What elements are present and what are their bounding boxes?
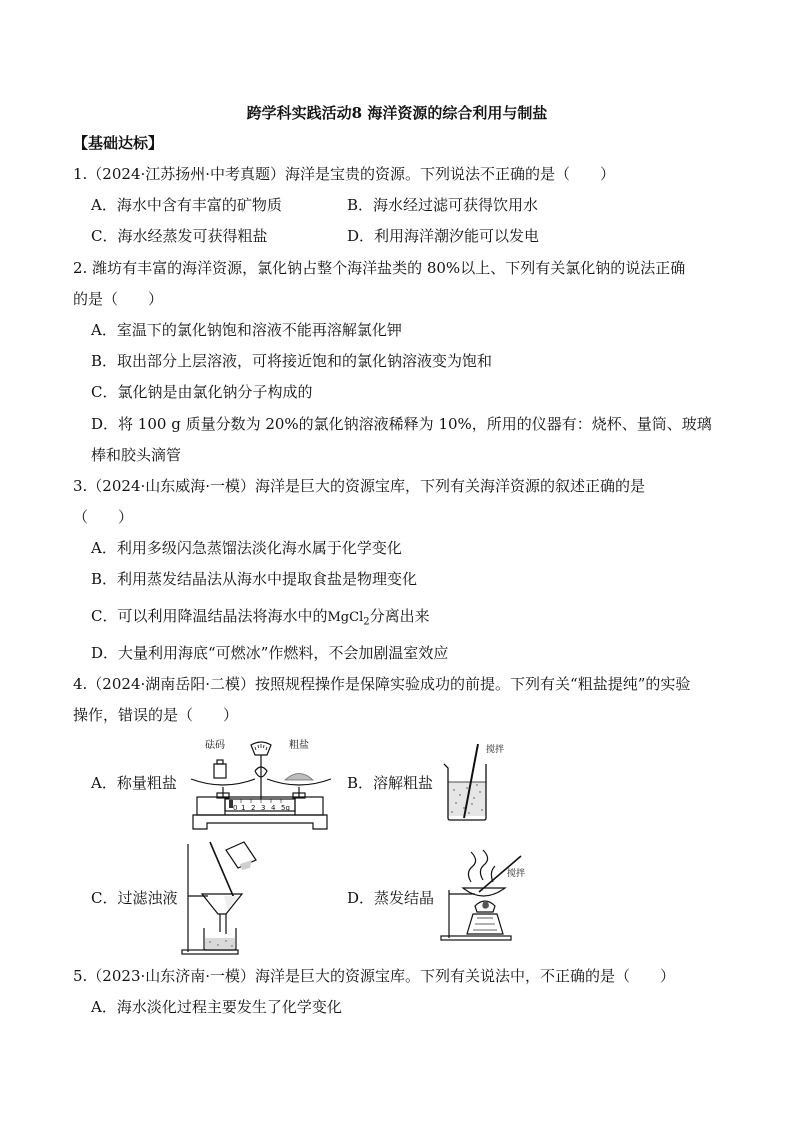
q2-stem-line1: 2. 潍坊有丰富的海洋资源，氯化钠占整个海洋盐类的 80%以上、下列有关氯化钠的说法正确 bbox=[73, 259, 686, 277]
q2-stem-line2: 的是（ ） bbox=[73, 290, 164, 308]
q3-option-c-text-end: 分离出来 bbox=[369, 607, 430, 625]
q3-option-d: D．大量利用海底“可燃冰”作燃料，不会加剧温室效应 bbox=[91, 644, 449, 662]
q4-option-c: C．过滤浊液 bbox=[91, 889, 178, 907]
scale-mark-0: 0 bbox=[233, 804, 238, 812]
q1-option-c: C．海水经蒸发可获得粗盐 bbox=[91, 227, 268, 245]
q3-option-c bbox=[91, 606, 430, 633]
q4-stem-line2: 操作，错误的是（ ） bbox=[73, 706, 239, 724]
q3-stem-line1: 3.（2024·山东威海·一模）海洋是巨大的资源宝库，下列有关海洋资源的叙述正确的是 bbox=[73, 477, 646, 495]
q3-option-b: B．利用蒸发结晶法从海水中提取食盐是物理变化 bbox=[91, 570, 418, 588]
salt-label: 粗盐 bbox=[289, 740, 309, 751]
q2-option-d-line2: 棒和胶头滴管 bbox=[91, 446, 182, 464]
q1-stem: 1.（2024·江苏扬州·中考真题）海洋是宝贵的资源。下列说法不正确的是（ ） bbox=[73, 165, 616, 183]
q4-stem-line1: 4.（2024·湖南岳阳·二模）按照规程操作是保障实验成功的前提。下列有关“粗盐提纯”的实验 bbox=[73, 675, 691, 693]
q2-option-c: C．氯化钠是由氯化钠分子构成的 bbox=[91, 383, 313, 401]
balance-weighing-figure bbox=[185, 735, 335, 833]
filtration-figure bbox=[180, 838, 265, 958]
scale-mark-3: 3 bbox=[261, 804, 266, 812]
q5-option-a: A．海水淡化过程主要发生了化学变化 bbox=[91, 998, 342, 1016]
mgcl2-formula bbox=[327, 610, 370, 628]
formula-base: MgCl bbox=[327, 610, 364, 625]
q1-option-b: B．海水经过滤可获得饮用水 bbox=[347, 196, 539, 214]
q2-option-d-line1: D．将 100 g 质量分数为 20%的氯化钠溶液稀释为 10%，所用的仪器有：烧杯、量筒、玻璃 bbox=[91, 415, 712, 433]
q3-stem-line2: （ ） bbox=[73, 508, 134, 526]
q3-option-c-text: C．可以利用降温结晶法将海水中的 bbox=[91, 607, 328, 625]
q1-option-d: D．利用海洋潮汐能可以发电 bbox=[347, 227, 540, 245]
q4-option-a: A．称量粗盐 bbox=[91, 774, 177, 792]
q4-option-b: B．溶解粗盐 bbox=[347, 774, 434, 792]
q2-option-a: A．室温下的氯化钠饱和溶液不能再溶解氯化钾 bbox=[91, 321, 402, 339]
evaporation-figure bbox=[435, 848, 535, 943]
q2-option-b: B．取出部分上层溶液，可将接近饱和的氯化钠溶液变为饱和 bbox=[91, 352, 493, 370]
scale-mark-1: 1 bbox=[241, 804, 246, 812]
formula-subscript: 2 bbox=[363, 616, 370, 628]
weight-label: 砝码 bbox=[205, 740, 225, 751]
q1-option-a: A．海水中含有丰富的矿物质 bbox=[91, 196, 282, 214]
section-heading: 【基础达标】 bbox=[73, 134, 164, 152]
q5-stem: 5.（2023·山东济南·一模）海洋是巨大的资源宝库。下列有关说法中，不正确的是（ ） bbox=[73, 967, 676, 985]
scale-mark-5g: 5g bbox=[281, 804, 290, 812]
scale-mark-2: 2 bbox=[251, 804, 256, 812]
scale-mark-4: 4 bbox=[271, 804, 276, 812]
page-title: 跨学科实践活动8 海洋资源的综合利用与制盐 bbox=[246, 104, 548, 122]
beaker-dissolving-figure bbox=[442, 740, 522, 825]
q4-option-d: D．蒸发结晶 bbox=[347, 889, 435, 907]
stir-label-d: 搅拌 bbox=[507, 869, 526, 879]
q3-option-a: A．利用多级闪急蒸馏法淡化海水属于化学变化 bbox=[91, 539, 402, 557]
stir-label: 搅拌 bbox=[486, 745, 505, 755]
